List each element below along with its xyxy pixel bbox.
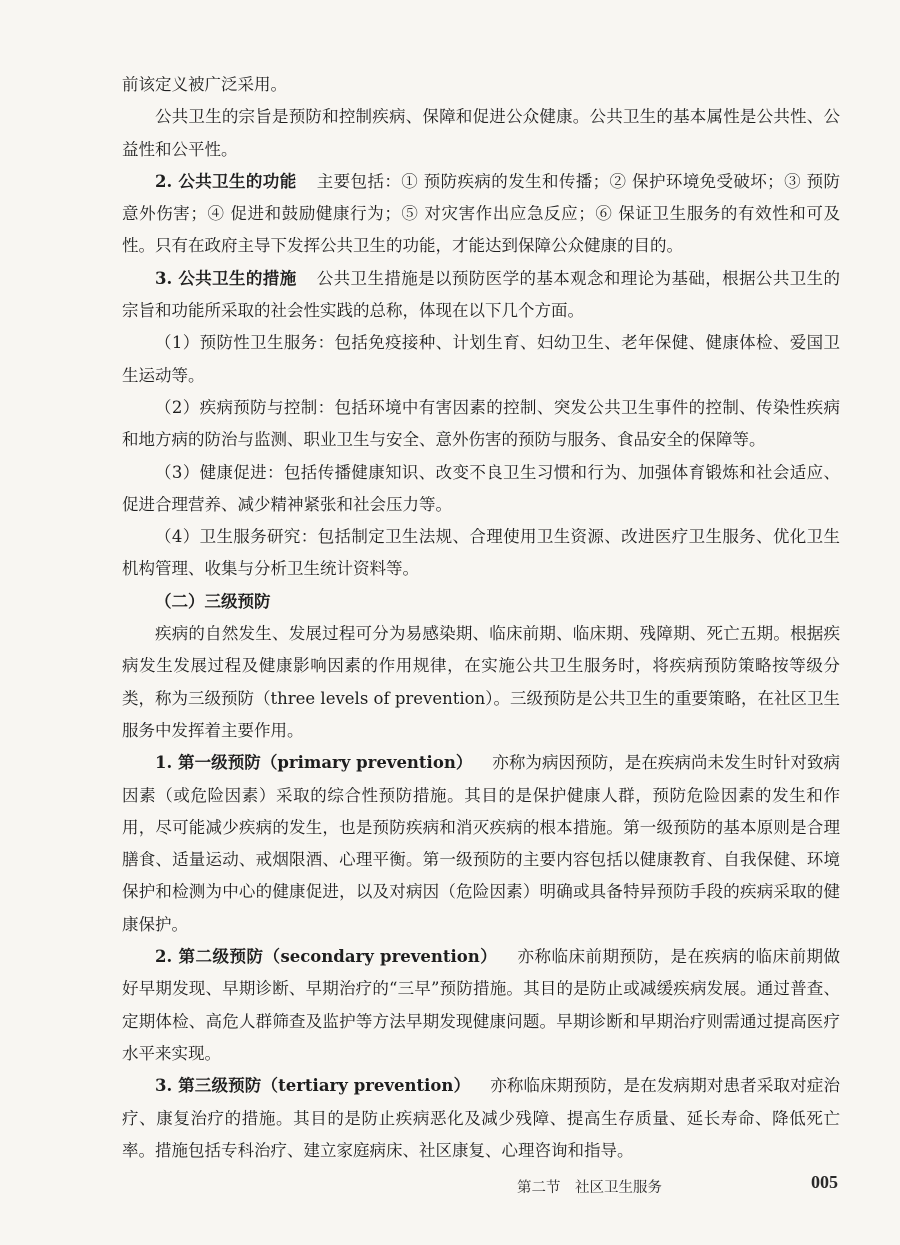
body-text [122, 69, 840, 1167]
paragraph-body: 公共卫生措施是以预防医学的基本观念和理论为基础，根据公共卫生的宗旨和功能所采取的社会性实践的总称，体现在以下几个方面。 [122, 268, 840, 321]
paragraph: 疾病的自然发生、发展过程可分为易感染期、临床前期、临床期、残障期、死亡五期。根据疾病发生发展过程及健康影响因素的作用规律，在实施公共卫生服务时，将疾病预防策略按等级分类，称为三级预防（three levels of prevention）。三级预防是公共卫生的重要策略，在社区卫生服务中发挥着主要作用。 [122, 624, 840, 740]
paragraph [122, 166, 840, 263]
paragraph-heading: 2. 公共卫生的功能 [155, 171, 297, 191]
page-footer [0, 1170, 900, 1200]
section-heading: （二）三级预防 [155, 591, 271, 611]
paragraph [122, 941, 840, 1070]
paragraph-heading: 3. 第三级预防（tertiary prevention） [155, 1076, 471, 1096]
paragraph-body: 亦称为病因预防，是在疾病尚未发生时针对致病因素（或危险因素）采取的综合性预防措施。其目的是保护健康人群，预防危险因素的发生和作用，尽可能减少疾病的发生，也是预防疾病和消灭疾病的根本措施。第一级预防的基本原则是合理膳食、适量运动、戒烟限酒、心理平衡。第一级预防的主要内容包括以健康教育、自我保健、环境保护和检测为中心的健康促进，以及对病因（危险因素）明确或具备特异预防手段的疾病采取的健康保护。 [122, 753, 841, 934]
paragraph-heading: 3. 公共卫生的措施 [155, 268, 297, 288]
list-item: （4）卫生服务研究：包括制定卫生法规、合理使用卫生资源、改进医疗卫生服务、优化卫生机构管理、收集与分析卫生统计资料等。 [122, 527, 840, 579]
paragraph [122, 263, 840, 328]
paragraph-heading: 1. 第一级预防（primary prevention） [155, 753, 473, 773]
page-number: 005 [811, 1172, 838, 1192]
paragraph [122, 747, 840, 941]
paragraph-body: 主要包括：① 预防疾病的发生和传播；② 保护环境免受破坏；③ 预防意外伤害；④ 促进和鼓励健康行为；⑤ 对灾害作出应急反应；⑥ 保证卫生服务的有效性和可及性。只有在政府主导下发挥公共卫生的功能，才能达到保障公众健康的目的。 [122, 171, 840, 256]
paragraph-body: 亦称临床前期预防，是在疾病的临床前期做好早期发现、早期诊断、早期治疗的“三早”预防措施。其目的是防止或减缓疾病发展。通过普查、定期体检、高危人群筛查及监护等方法早期发现健康问题。早期诊断和早期治疗则需通过提高医疗水平来实现。 [122, 947, 841, 1063]
paragraph: 前该定义被广泛采用。 [122, 75, 287, 94]
paragraph [122, 1070, 840, 1167]
paragraph-body: 亦称临床期预防，是在发病期对患者采取对症治疗、康复治疗的措施。其目的是防止疾病恶化及减少残障、提高生存质量、延长寿命、降低死亡率。措施包括专科治疗、建立家庭病床、社区康复、心理咨询和指导。 [122, 1076, 841, 1160]
paragraph: 公共卫生的宗旨是预防和控制疾病、保障和促进公众健康。公共卫生的基本属性是公共性、公益性和公平性。 [122, 107, 840, 159]
list-item: （3）健康促进：包括传播健康知识、改变不良卫生习惯和行为、加强体育锻炼和社会适应、促进合理营养、减少精神紧张和社会压力等。 [122, 462, 840, 514]
paragraph-heading: 2. 第二级预防（secondary prevention） [155, 947, 498, 967]
list-item: （2）疾病预防与控制：包括环境中有害因素的控制、突发公共卫生事件的控制、传染性疾病和地方病的防治与监测、职业卫生与安全、意外伤害的预防与服务、食品安全的保障等。 [122, 397, 840, 450]
footer-section-title: 第二节 社区卫生服务 [517, 1180, 662, 1196]
list-item: （1）预防性卫生服务：包括免疫接种、计划生育、妇幼卫生、老年保健、健康体检、爱国卫生运动等。 [122, 333, 840, 385]
